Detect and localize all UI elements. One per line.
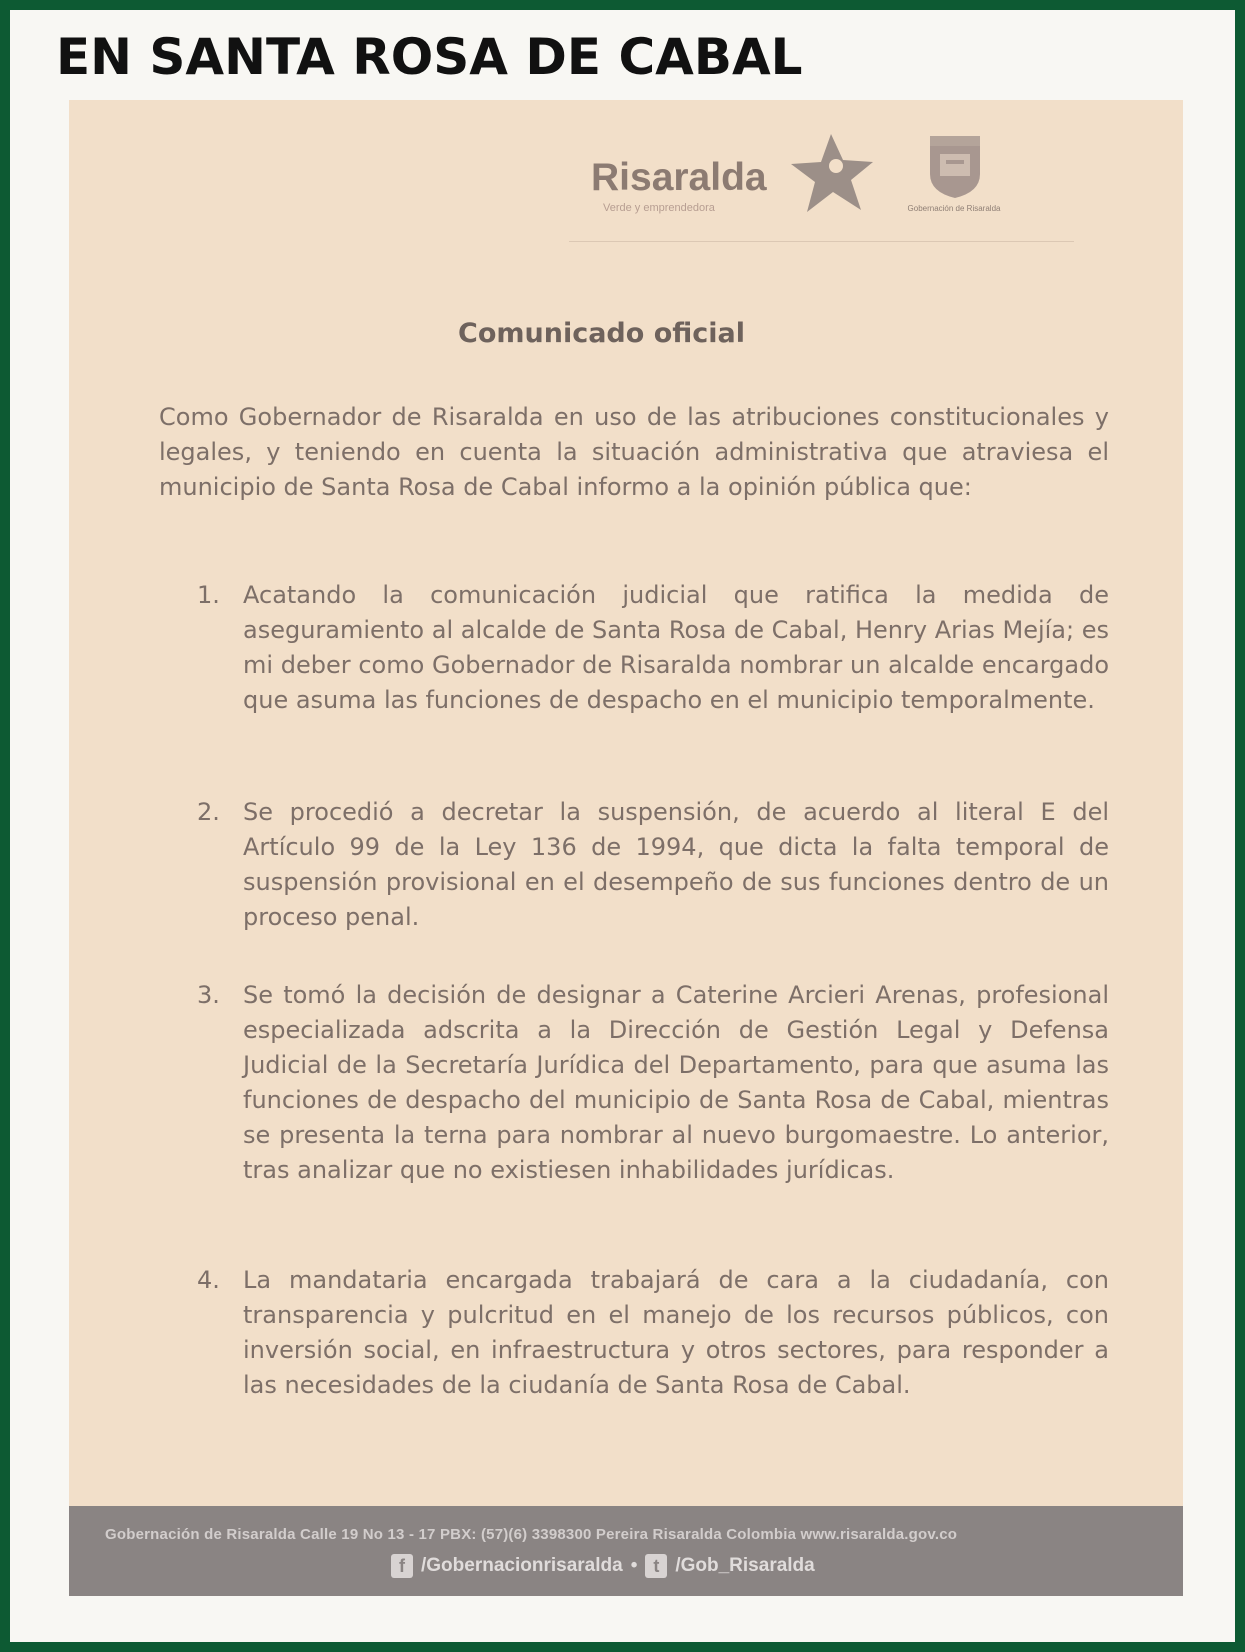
document-title: Comunicado oficial (458, 318, 745, 349)
document-footer (69, 1506, 1183, 1596)
scanned-document (69, 100, 1183, 1596)
item-text: La mandataria encargada trabajará de cara a la ciudadanía, con transparencia y pulcritud en el manejo de los recursos públicos, con inversión social, en infraestructura y otros sectores, para responder a las necesidades de la ciudanía de Santa Rosa de Cabal. (243, 1266, 1109, 1399)
facebook-icon: f (391, 1554, 413, 1578)
coat-of-arms-icon (924, 130, 986, 200)
item-number: 1. (197, 581, 220, 609)
logo-tagline: Verde y emprendedora (603, 202, 715, 214)
star-figure-icon (781, 132, 891, 217)
facebook-handle: /Gobernacionrisaralda (421, 1555, 623, 1576)
headline: EN SANTA ROSA DE CABAL (56, 28, 803, 86)
item-text: Acatando la comunicación judicial que ratifica la medida de aseguramiento al alcalde de Santa Rosa de Cabal, Henry Arias Mejía; es mi deber como Gobernador de Risaralda nombrar un alcalde encargado que asuma las funciones de despacho en el municipio temporalmente. (243, 581, 1109, 714)
logo-wordmark: Risaralda (591, 156, 767, 199)
item-text: Se procedió a decretar la suspensión, de acuerdo al literal E del Artículo 99 de la Ley 136 de 1994, que dicta la falta temporal de suspensión provisional en el desempeño de sus funciones dentro de un proceso penal. (243, 798, 1109, 931)
seal-caption: Gobernación de Risaralda (907, 204, 1001, 213)
twitter-handle: /Gob_Risaralda (675, 1555, 815, 1576)
footer-address: Gobernación de Risaralda Calle 19 No 13 - 17 PBX: (57)(6) 3398300 Pereira Risaralda Colombia www.risaralda.gov.co (105, 1526, 958, 1543)
intro-paragraph: Como Gobernador de Risaralda en uso de las atribuciones constitucionales y legales, y teniendo en cuenta la situación administrativa que atraviesa el municipio de Santa Rosa de Cabal informo a la opinión pública que: (159, 403, 1109, 501)
item-number: 3. (197, 981, 220, 1009)
twitter-icon: t (645, 1554, 667, 1578)
item-number: 4. (197, 1266, 220, 1294)
separator: • (630, 1555, 638, 1576)
footer-social (391, 1554, 815, 1578)
item-text: Se tomó la decisión de designar a Caterine Arcieri Arenas, profesional especializada adscrita a la Dirección de Gestión Legal y Defensa Judicial de la Secretaría Jurídica del Departamento, para que asuma las funciones de despacho del municipio de Santa Rosa de Cabal, mientras se presenta la terna para nombrar al nuevo burgomaestre. Lo anterior, tras analizar que no existiesen inhabilidades jurídicas. (243, 981, 1109, 1184)
letterhead (69, 100, 1183, 250)
item-number: 2. (197, 798, 220, 826)
letterhead-divider (569, 241, 1074, 242)
